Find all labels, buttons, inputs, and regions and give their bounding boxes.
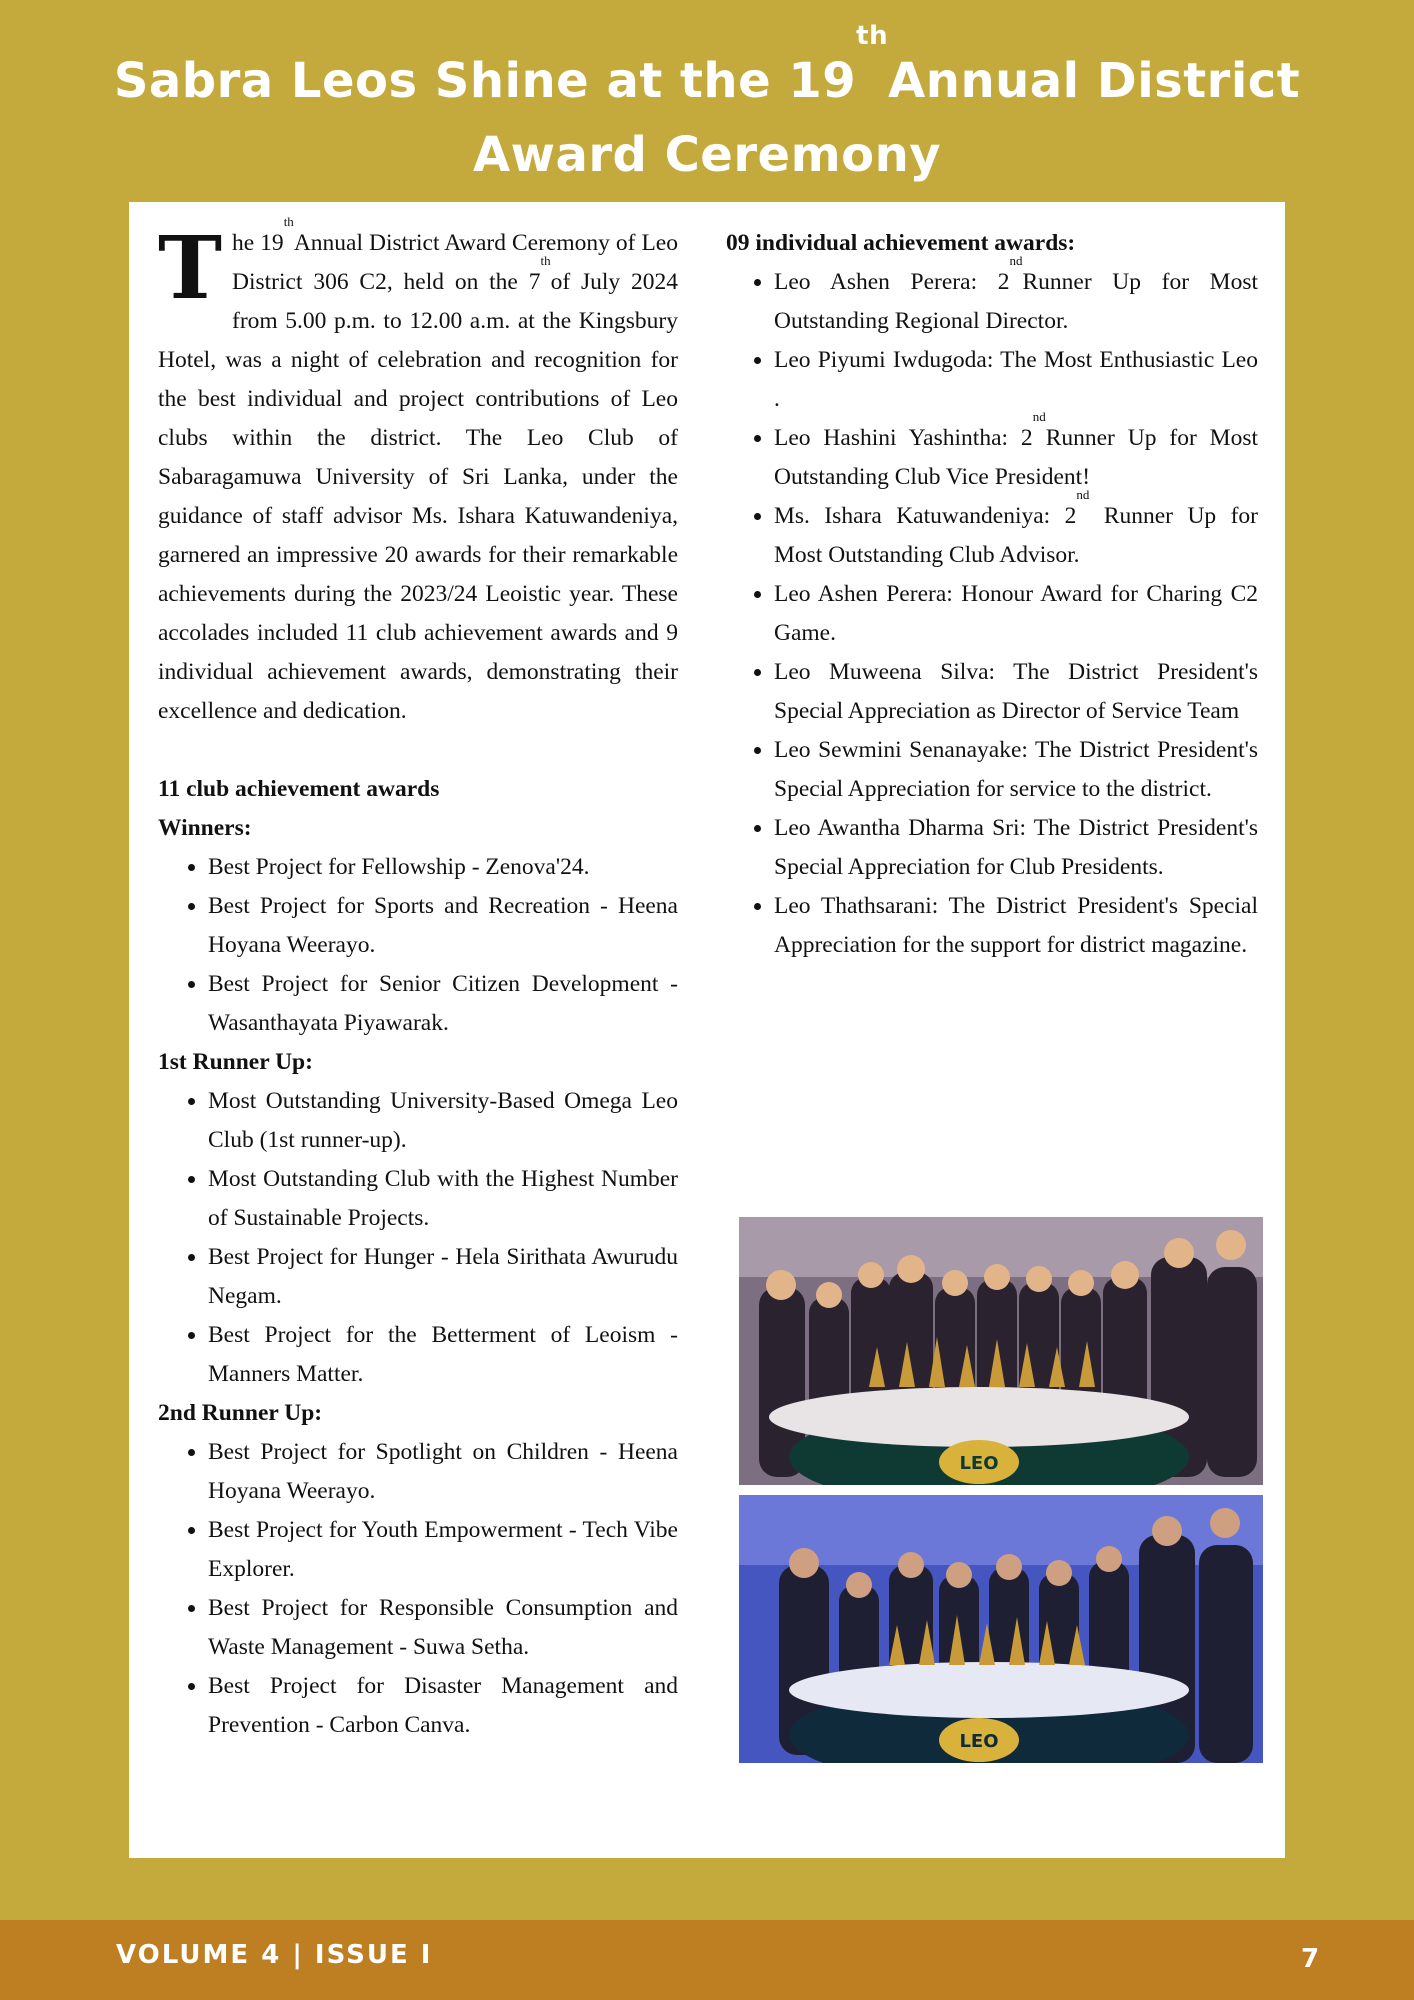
item-text: Leo Muweena Silva: The District President's Special Appreciation as Director of Service Team [774, 659, 1258, 724]
item-superscript: nd [1032, 409, 1046, 424]
page-title [0, 21, 1414, 192]
list-item: • Most Outstanding Club with the Highest Number of Sustainable Projects. [208, 1160, 678, 1238]
list-item [774, 575, 1258, 653]
individual-awards-list [726, 253, 1259, 965]
list-item: • Best Project for the Betterment of Leoism - Manners Matter. [208, 1316, 678, 1394]
item-text: Leo Ashen Perera: 2 [774, 269, 1010, 295]
title-superscript: th [856, 21, 889, 51]
list-item: • Best Project for Hunger - Hela Sirithata Awurudu Negam. [208, 1238, 678, 1316]
item-text: Leo Sewmini Senanayake: The District President's Special Appreciation for service to the district. [774, 737, 1258, 802]
item-text: Leo Thathsarani: The District President's Special Appreciation for the support for district magazine. [774, 893, 1258, 958]
intro-text: he 19 [232, 230, 284, 256]
intro-text: of July 2024 from 5.00 p.m. to 12.00 a.m. at the Kingsbury Hotel, was a night of celebration and recognition for the best individual and project contributions of Leo clubs within the district. The Leo Club of Sabaragamuwa University of Sri Lanka, under the guidance of staff advisor Ms. Ishara Katuwandeniya, garnered an impressive 20 awards for their remarkable achievements during the 2023/24 Leoistic year. These accolades included 11 club achievement awards and 9 individual achievement awards, demonstrating their excellence and dedication. [158, 269, 678, 724]
intro-paragraph [158, 214, 678, 731]
item-text: Runner Up for Most Outstanding Club Advisor. [774, 503, 1258, 568]
award-photo-group [739, 1217, 1263, 1485]
list-item [774, 253, 1259, 341]
title-text: Sabra Leos Shine at the 19 [113, 53, 857, 109]
award-photo-inspecting [739, 1495, 1263, 1763]
intro-text: Annual District Award Ceremony of Leo District 306 C2, held on the 7 [232, 230, 678, 295]
title-text: Annual District [888, 53, 1301, 109]
list-item [774, 409, 1259, 497]
list-item: • Best Project for Sports and Recreation - Heena Hoyana Weerayo. [208, 887, 678, 965]
first-runner-up-heading: 1st Runner Up: [158, 1049, 313, 1075]
list-item [774, 731, 1258, 809]
item-text: Leo Piyumi Iwdugoda: The Most Enthusiastic Leo . [774, 347, 1258, 412]
second-runner-up-heading: 2nd Runner Up: [158, 1400, 323, 1426]
list-item [774, 487, 1258, 575]
list-item: • Best Project for Responsible Consumption and Waste Management - Suwa Setha. [208, 1589, 678, 1667]
list-item [774, 341, 1258, 419]
winners-heading: Winners: [158, 815, 252, 841]
list-item: • Most Outstanding University-Based Omega Leo Club (1st runner-up). [208, 1082, 678, 1160]
photo-illustration [739, 1495, 1263, 1763]
item-superscript: nd [1009, 253, 1023, 268]
title-line-1 [0, 21, 1414, 118]
list-item [774, 809, 1258, 887]
table-emblem-text: LEO [959, 1453, 999, 1474]
volume-issue-label: VOLUME 4 | ISSUE I [116, 1940, 433, 1970]
table-emblem-text: LEO [959, 1731, 999, 1752]
item-text: Runner Up for Most Outstanding Club Vice President! [774, 425, 1259, 490]
spacer [158, 731, 678, 770]
item-text: Leo Hashini Yashintha: 2 [774, 425, 1033, 451]
item-text: Runner Up for Most Outstanding Regional Director. [774, 269, 1259, 334]
item-superscript: nd [1076, 487, 1090, 502]
list-item: • Best Project for Youth Empowerment - Tech Vibe Explorer. [208, 1511, 678, 1589]
intro-superscript: th [540, 253, 551, 268]
intro-superscript: th [283, 214, 294, 229]
title-line-2: Award Ceremony [472, 127, 942, 183]
drop-cap: T [158, 218, 222, 319]
list-item [774, 653, 1258, 731]
left-column [158, 214, 678, 1745]
right-column [726, 224, 1258, 965]
page-number: 7 [1300, 1944, 1320, 1974]
individual-awards-heading: 09 individual achievement awards: [726, 230, 1076, 256]
item-text: Ms. Ishara Katuwandeniya: 2 [774, 503, 1077, 529]
item-text: Leo Awantha Dharma Sri: The District President's Special Appreciation for Club Presidents. [774, 815, 1258, 880]
club-awards-heading: 11 club achievement awards [158, 776, 440, 802]
photo-illustration [739, 1217, 1263, 1485]
list-item [774, 887, 1258, 965]
second-runner-up-list [158, 1433, 678, 1745]
item-text: Leo Ashen Perera: Honour Award for Charing C2 Game. [774, 581, 1258, 646]
list-item: • Best Project for Fellowship - Zenova'24. [208, 848, 678, 887]
list-item: • Best Project for Disaster Management and Prevention - Carbon Canva. [208, 1667, 678, 1745]
first-runner-up-list [158, 1082, 678, 1394]
winners-list [158, 848, 678, 1043]
list-item: • Best Project for Senior Citizen Development - Wasanthayata Piyawarak. [208, 965, 678, 1043]
list-item: • Best Project for Spotlight on Children - Heena Hoyana Weerayo. [208, 1433, 678, 1511]
